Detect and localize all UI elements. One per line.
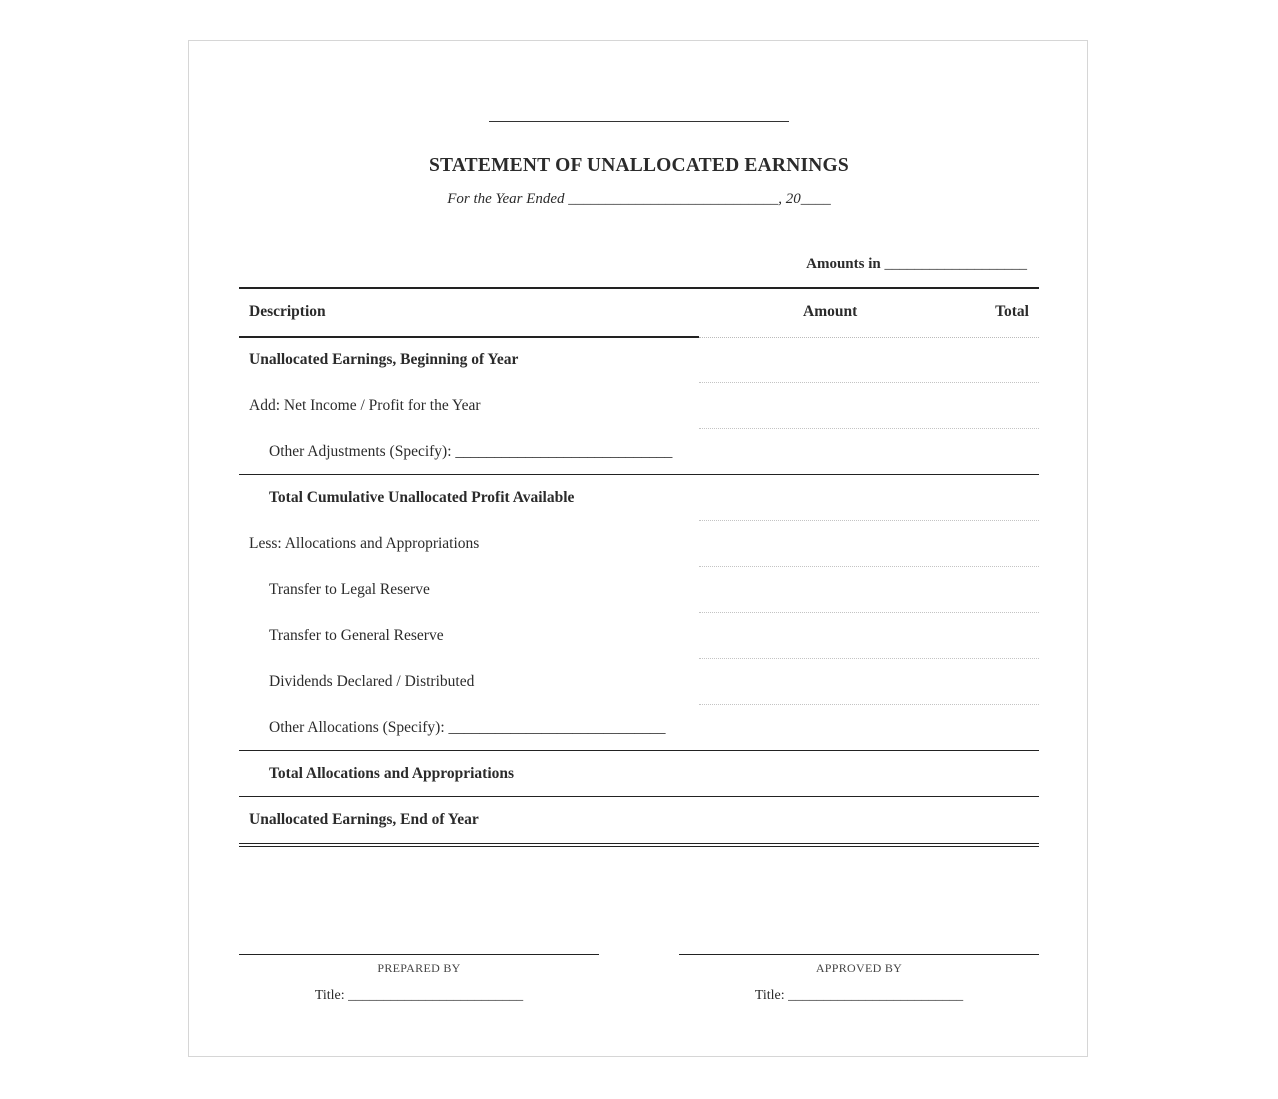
approved-signature-line[interactable]	[679, 954, 1039, 955]
row-label: Total Cumulative Unallocated Profit Available	[269, 489, 575, 506]
row-label: Transfer to General Reserve	[269, 627, 444, 644]
row-dividends	[239, 659, 1039, 705]
row-label: Unallocated Earnings, Beginning of Year	[249, 351, 519, 368]
row-total-cumulative	[239, 475, 1039, 521]
row-less-allocations	[239, 521, 1039, 567]
grand-total-double-rule	[239, 843, 1039, 847]
statement-sheet	[188, 40, 1088, 1057]
company-name-line	[489, 121, 789, 122]
header-total: Total	[995, 303, 1029, 320]
header-amount: Amount	[803, 303, 858, 320]
row-net-income	[239, 383, 1039, 429]
row-total-allocations	[239, 751, 1039, 797]
row-label: Add: Net Income / Profit for the Year	[249, 397, 481, 414]
row-label: Unallocated Earnings, End of Year	[249, 811, 479, 828]
row-label: Less: Allocations and Appropriations	[249, 535, 480, 552]
table-header	[239, 287, 1039, 337]
row-label: Other Allocations (Specify): ____________________________	[269, 719, 666, 736]
amounts-in-blank: ___________________	[884, 256, 1027, 272]
row-label: Total Allocations and Appropriations	[269, 765, 515, 782]
row-beginning-earnings	[239, 337, 1039, 383]
period-subtitle: For the Year Ended ____________________________, 20____	[447, 191, 831, 207]
statement-title: STATEMENT OF UNALLOCATED EARNINGS	[429, 155, 849, 176]
row-label: Other Adjustments (Specify): ____________________________	[269, 443, 673, 460]
approved-by-label: APPROVED BY	[815, 961, 903, 975]
approved-by-block	[679, 954, 1039, 1004]
earnings-table	[239, 287, 1039, 843]
row-ending-earnings	[239, 797, 1039, 843]
amounts-in-label	[806, 256, 1027, 273]
amounts-in-text: Amounts in	[806, 256, 881, 272]
prepared-by-label: PREPARED BY	[377, 961, 461, 975]
row-label: Dividends Declared / Distributed	[269, 673, 475, 690]
row-legal-reserve	[239, 567, 1039, 613]
prepared-by-block	[239, 954, 599, 1004]
row-other-allocations	[239, 705, 1039, 751]
prepared-title-field[interactable]: Title: _________________________	[314, 988, 524, 1003]
header-description: Description	[249, 303, 326, 320]
prepared-signature-line[interactable]	[239, 954, 599, 955]
approved-title-field[interactable]: Title: _________________________	[754, 988, 964, 1003]
row-label: Transfer to Legal Reserve	[269, 581, 430, 598]
row-other-adjustments	[239, 429, 1039, 475]
row-general-reserve	[239, 613, 1039, 659]
